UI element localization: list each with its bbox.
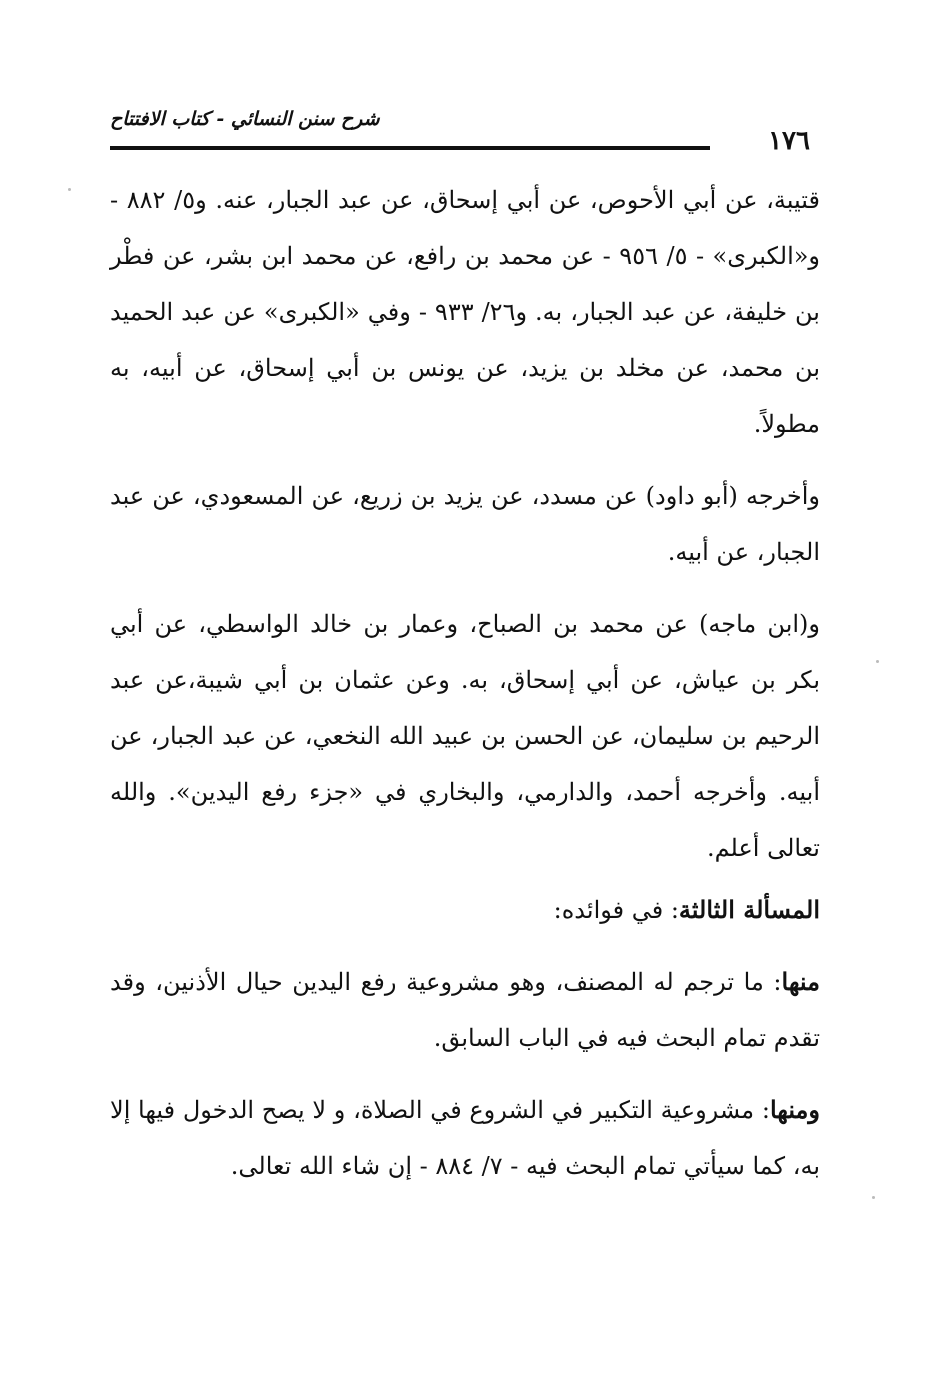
header-rule — [110, 146, 710, 150]
benefit-1-text: : ما ترجم له المصنف، وهو مشروعية رفع اليدين حيال الأذنين، وقد تقدم تمام البحث فيه في الباب السابق. — [110, 968, 820, 1052]
benefit-1 — [110, 954, 820, 1066]
page-number: ١٧٦ — [768, 126, 810, 156]
paragraph-ibn-majah: و(ابن ماجه) عن محمد بن الصباح، وعمار بن خالد الواسطي، عن أبي بكر بن عياش، عن أبي إسحاق، به. وعن عثمان بن أبي شيبة،عن عبد الرحيم بن سليمان، عن الحسن بن عبيد الله النخعي، عن عبد الجبار، عن أبيه. وأخرجه أحمد، والدارمي، والبخاري في «جزء رفع اليدين». والله تعالى أعلم. — [110, 610, 820, 862]
benefit-2 — [110, 1082, 820, 1194]
page-body — [110, 172, 820, 1194]
section-heading — [110, 882, 820, 938]
scan-speck — [872, 1196, 875, 1199]
benefit-1-label: منها — [781, 967, 820, 996]
benefit-2-text: : مشروعية التكبير في الشروع في الصلاة، و لا يصح الدخول فيها إلا به، كما سيأتي تمام البحث فيه - ٧/ ٨٨٤ - إن شاء الله تعالى. — [110, 1096, 820, 1180]
scan-speck — [876, 660, 879, 663]
paragraph-abu-dawud: وأخرجه (أبو داود) عن مسدد، عن يزيد بن زريع، عن المسعودي، عن عبد الجبار، عن أبيه. — [110, 482, 820, 566]
running-title: شرح سنن النسائي - كتاب الافتتاح — [110, 108, 380, 130]
benefit-2-label: ومنها — [769, 1095, 820, 1124]
scan-speck — [68, 188, 71, 191]
section-label: المسألة الثالثة — [678, 895, 820, 924]
paragraph-sources: قتيبة، عن أبي الأحوص، عن أبي إسحاق، عن عبد الجبار، عنه. و٥/ ٨٨٢ - و«الكبرى» - ٥/ ٩٥٦ - عن محمد بن رافع، عن محمد ابن بشر، عن فطْر بن خليفة، عن عبد الجبار، به. و٢٦/ ٩٣٣ - وفي «الكبرى» عن عبد الحميد بن محمد، عن مخلد بن يزيد، عن يونس بن أبي إسحاق، عن أبيه، به مطولاً. — [110, 186, 821, 438]
page-header — [110, 108, 810, 158]
section-rest: : في فوائده: — [553, 896, 679, 924]
